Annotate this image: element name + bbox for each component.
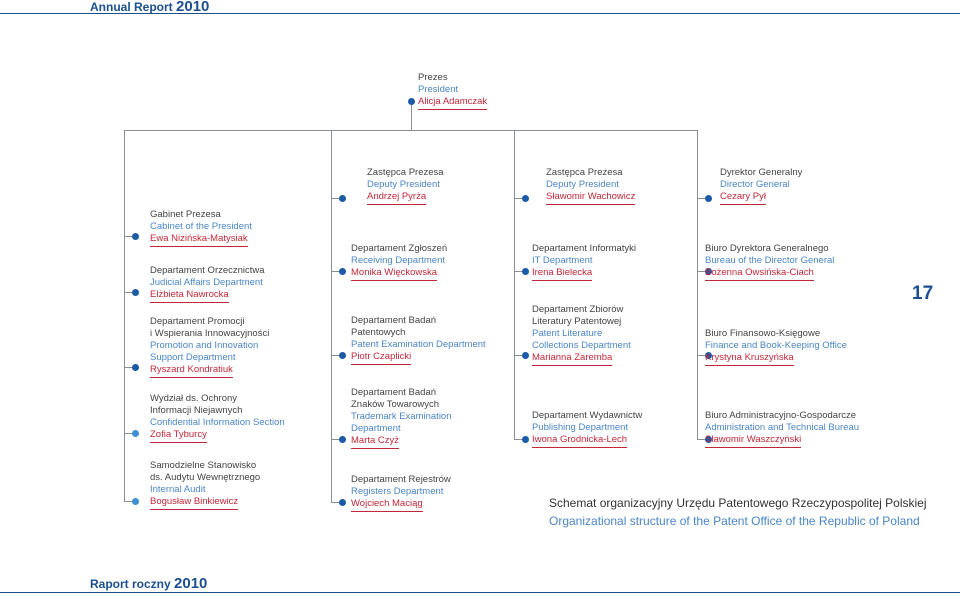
connector-president-down bbox=[411, 104, 412, 130]
unit-en: Patent Literature bbox=[532, 328, 603, 339]
unit-en: IT Department bbox=[532, 255, 593, 266]
unit-pl: Znaków Towarowych bbox=[351, 399, 440, 410]
person-name: Sławomir Wachowicz bbox=[546, 191, 635, 205]
node-dot bbox=[132, 498, 139, 505]
connector-col2 bbox=[331, 130, 332, 502]
unit-en: Patent Examination Department bbox=[351, 339, 486, 350]
unit-pl: Zastępca Prezesa bbox=[367, 167, 444, 178]
person-name: Irena Bielecka bbox=[532, 267, 592, 281]
person-name: Piotr Czaplicki bbox=[351, 351, 411, 365]
unit-en: Director General bbox=[720, 179, 790, 190]
person-name: Ewa Nizińska-Matysiak bbox=[150, 233, 248, 247]
node-dot bbox=[522, 352, 529, 359]
unit-pl: Patentowych bbox=[351, 327, 406, 338]
admin-node bbox=[705, 410, 859, 448]
deputy1-node bbox=[367, 167, 444, 205]
node-dot bbox=[339, 436, 346, 443]
trademark-node bbox=[351, 387, 452, 449]
audit-node bbox=[150, 460, 260, 510]
unit-en: Internal Audit bbox=[150, 484, 206, 495]
person-name: Iwona Grodnicka-Lech bbox=[532, 434, 627, 448]
unit-pl: Departament Zgłoszeń bbox=[351, 243, 448, 254]
patent-exam-node bbox=[351, 315, 486, 365]
unit-en: Deputy President bbox=[367, 179, 440, 190]
person-name: Wojciech Maciąg bbox=[351, 498, 423, 512]
unit-pl: Biuro Dyrektora Generalnego bbox=[705, 243, 829, 254]
unit-pl: Biuro Finansowo-Księgowe bbox=[705, 328, 821, 339]
confidential-node bbox=[150, 393, 285, 443]
judicial-node bbox=[150, 265, 265, 303]
unit-en: Confidential Information Section bbox=[150, 417, 285, 428]
node-dot bbox=[339, 352, 346, 359]
node-dot bbox=[339, 195, 346, 202]
unit-pl: Zastępca Prezesa bbox=[546, 167, 623, 178]
header-title bbox=[90, 0, 209, 15]
unit-en: President bbox=[418, 84, 459, 95]
unit-pl: Wydział ds. Ochrony bbox=[150, 393, 238, 404]
unit-en: Promotion and Innovation bbox=[150, 340, 259, 351]
person-name: Marianna Zaremba bbox=[532, 352, 612, 366]
person-name: Ryszard Kondratiuk bbox=[150, 364, 233, 378]
cabinet-node bbox=[150, 209, 252, 247]
unit-en: Receiving Department bbox=[351, 255, 445, 266]
unit-pl: i Wspierania Innowacyjności bbox=[150, 328, 270, 339]
page-number: 17 bbox=[912, 283, 934, 304]
unit-en: Judicial Affairs Department bbox=[150, 277, 263, 288]
caption-en: Organizational structure of the Patent Office of the Republic of Poland bbox=[549, 514, 920, 528]
unit-pl: Departament Orzecznictwa bbox=[150, 265, 265, 276]
node-dot bbox=[132, 364, 139, 371]
person-name: Andrzej Pyrża bbox=[367, 191, 426, 205]
dg-bureau-node bbox=[705, 243, 834, 281]
unit-en: Support Department bbox=[150, 352, 236, 363]
node-dot bbox=[132, 233, 139, 240]
connector-col1 bbox=[124, 130, 125, 502]
unit-pl: Dyrektor Generalny bbox=[720, 167, 803, 178]
unit-en: Collections Department bbox=[532, 340, 631, 351]
publishing-node bbox=[532, 410, 642, 448]
president-node bbox=[418, 72, 487, 110]
unit-en: Cabinet of the President bbox=[150, 221, 252, 232]
it-node bbox=[532, 243, 636, 281]
unit-en: Department bbox=[351, 423, 401, 434]
literature-node bbox=[532, 304, 631, 366]
node-dot bbox=[522, 195, 529, 202]
unit-en: Deputy President bbox=[546, 179, 619, 190]
node-dot bbox=[705, 195, 712, 202]
person-name: Monika Więckowska bbox=[351, 267, 437, 281]
unit-en: Bureau of the Director General bbox=[705, 255, 835, 266]
unit-pl: Departament Rejestrów bbox=[351, 474, 451, 485]
person-name: Bogusław Binkiewicz bbox=[150, 496, 238, 510]
receiving-node bbox=[351, 243, 447, 281]
unit-en: Trademark Examination bbox=[351, 411, 452, 422]
unit-pl: Departament Promocji bbox=[150, 316, 245, 327]
unit-pl: ds. Audytu Wewnętrznego bbox=[150, 472, 261, 483]
unit-pl: Biuro Administracyjno-Gospodarcze bbox=[705, 410, 857, 421]
promotion-node bbox=[150, 316, 269, 378]
director-general-node bbox=[720, 167, 802, 205]
unit-pl: Departament Informatyki bbox=[532, 243, 637, 254]
header-year: 2010 bbox=[176, 0, 210, 15]
person-name: Bożenna Owsińska-Ciach bbox=[705, 267, 814, 281]
unit-pl: Informacji Niejawnych bbox=[150, 405, 243, 416]
connector-top-bar bbox=[124, 130, 698, 131]
unit-en: Publishing Department bbox=[532, 422, 629, 433]
footer-title-text: Raport roczny bbox=[90, 577, 171, 591]
person-name: Marta Czyż bbox=[351, 435, 399, 449]
unit-pl: Prezes bbox=[418, 72, 448, 83]
finance-node bbox=[705, 328, 847, 366]
person-name: Elżbieta Nawrocka bbox=[150, 289, 229, 303]
person-name: Cezary Pył bbox=[720, 191, 766, 205]
node-dot bbox=[522, 268, 529, 275]
header-title-text: Annual Report bbox=[90, 0, 173, 14]
unit-pl: Literatury Patentowej bbox=[532, 316, 622, 327]
node-dot bbox=[522, 436, 529, 443]
footer-year: 2010 bbox=[174, 575, 208, 592]
node-dot bbox=[132, 289, 139, 296]
person-name: Alicja Adamczak bbox=[418, 96, 487, 110]
person-name: Krystyna Kruszyńska bbox=[705, 352, 794, 366]
unit-pl: Samodzielne Stanowisko bbox=[150, 460, 257, 471]
node-dot bbox=[339, 499, 346, 506]
footer-title bbox=[90, 575, 207, 592]
unit-pl: Departament Zbiorów bbox=[532, 304, 624, 315]
connector-col3 bbox=[514, 130, 515, 440]
unit-pl: Departament Badań bbox=[351, 315, 437, 326]
person-name: Sławomir Waszczyński bbox=[705, 434, 801, 448]
unit-en: Administration and Technical Bureau bbox=[705, 422, 860, 433]
unit-en: Registers Department bbox=[351, 486, 444, 497]
node-dot bbox=[408, 98, 415, 105]
person-name: Zofia Tyburcy bbox=[150, 429, 207, 443]
unit-en: Finance and Book-Keeping Office bbox=[705, 340, 847, 351]
node-dot bbox=[132, 430, 139, 437]
node-dot bbox=[339, 268, 346, 275]
registers-node bbox=[351, 474, 451, 512]
unit-pl: Departament Badań bbox=[351, 387, 437, 398]
connector-col4 bbox=[697, 130, 698, 440]
unit-pl: Gabinet Prezesa bbox=[150, 209, 221, 220]
caption-pl: Schemat organizacyjny Urzędu Patentowego Rzeczypospolitej Polskiej bbox=[549, 496, 927, 510]
unit-pl: Departament Wydawnictw bbox=[532, 410, 643, 421]
footer-rule bbox=[0, 592, 960, 593]
deputy2-node bbox=[546, 167, 635, 205]
